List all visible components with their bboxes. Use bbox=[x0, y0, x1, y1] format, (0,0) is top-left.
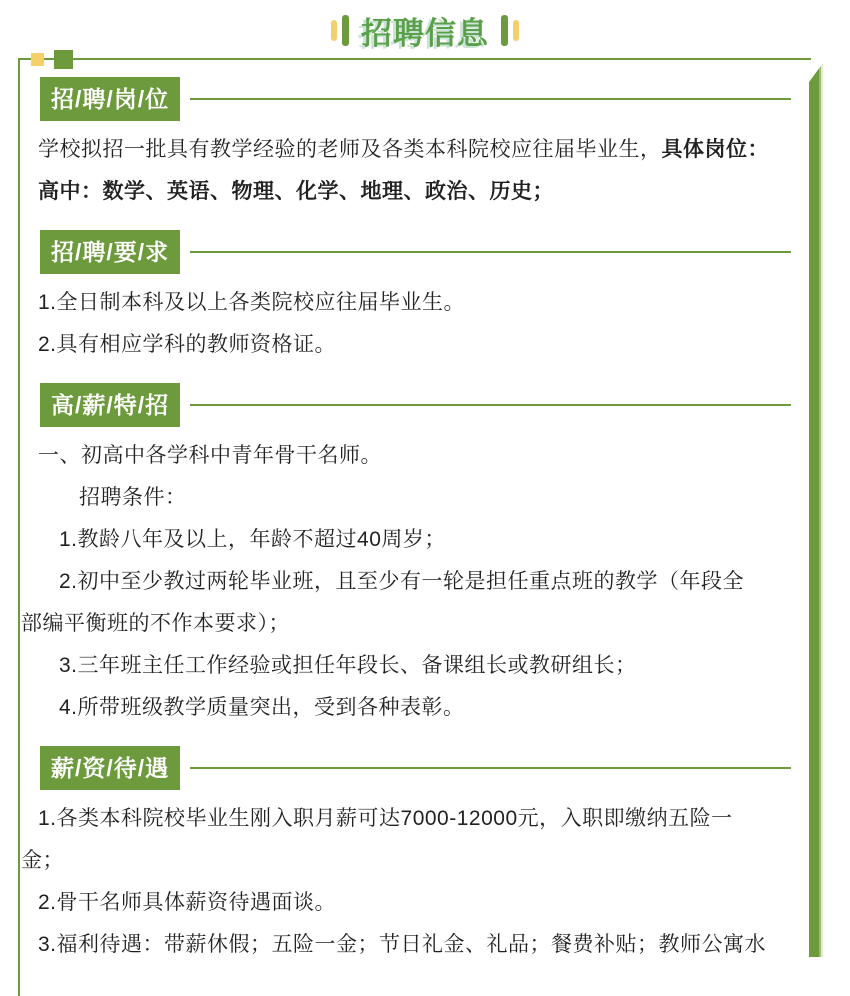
paragraph bbox=[21, 519, 791, 561]
page-title: 招聘信息 bbox=[361, 15, 489, 51]
text: 金； bbox=[21, 849, 64, 872]
section-header bbox=[21, 77, 791, 121]
paragraph bbox=[21, 171, 791, 213]
title-decor-right bbox=[501, 15, 519, 46]
paragraph bbox=[21, 477, 791, 519]
corner-square-yellow-icon bbox=[31, 53, 44, 66]
text: 3.三年班主任工作经验或担任年段长、备课组长或教研组长； bbox=[59, 654, 637, 677]
section-header bbox=[21, 746, 791, 790]
paragraph bbox=[21, 687, 791, 729]
page-header bbox=[0, 0, 850, 49]
text: 4.所带班级教学质量突出，受到各种表彰。 bbox=[59, 696, 465, 719]
text: 3.福利待遇：带薪休假；五险一金；节日礼金、礼品；餐费补贴；教师公寓水 bbox=[38, 933, 767, 956]
section-badge: 招/聘/要/求 bbox=[40, 230, 180, 274]
corner-square-green-icon bbox=[54, 50, 73, 69]
section bbox=[21, 383, 791, 729]
text: 招聘条件： bbox=[79, 486, 187, 509]
sections-container bbox=[21, 77, 791, 966]
paragraph bbox=[21, 645, 791, 687]
text: 1.教龄八年及以上，年龄不超过40周岁； bbox=[59, 528, 446, 551]
bold-text: 具体岗位： bbox=[661, 138, 769, 161]
paragraph bbox=[21, 324, 791, 366]
content-sheet bbox=[18, 58, 811, 996]
paragraph bbox=[21, 561, 791, 645]
bold-text: 高中：数学、英语、物理、化学、地理、政治、历史； bbox=[38, 180, 554, 203]
paragraph bbox=[21, 924, 791, 966]
section-badge: 招/聘/岗/位 bbox=[40, 77, 180, 121]
paragraph bbox=[21, 129, 791, 171]
text: 学校拟招一批具有教学经验的老师及各类本科院校应往届毕业生， bbox=[38, 138, 662, 161]
text: 2.具有相应学科的教师资格证。 bbox=[38, 333, 337, 356]
section-rule bbox=[190, 404, 791, 406]
paragraph bbox=[21, 282, 791, 324]
text: 1.全日制本科及以上各类院校应往届毕业生。 bbox=[38, 291, 466, 314]
text: 2.骨干名师具体薪资待遇面谈。 bbox=[38, 891, 337, 914]
paragraph bbox=[21, 882, 791, 924]
section bbox=[21, 230, 791, 366]
text: 一、初高中各学科中青年骨干名师。 bbox=[38, 444, 382, 467]
right-ribbon bbox=[809, 58, 823, 957]
paragraph bbox=[21, 435, 791, 477]
text: 2.初中至少教过两轮毕业班，且至少有一轮是担任重点班的教学（年段全 bbox=[59, 570, 745, 593]
title-decor-left bbox=[331, 15, 349, 46]
paragraph bbox=[21, 798, 791, 882]
text: 1.各类本科院校毕业生刚入职月薪可达7000-12000元，入职即缴纳五险一 bbox=[38, 807, 733, 830]
section-rule bbox=[190, 251, 791, 253]
section-badge: 薪/资/待/遇 bbox=[40, 746, 180, 790]
decor-bar-green-icon bbox=[501, 15, 508, 46]
section-rule bbox=[190, 767, 791, 769]
section bbox=[21, 77, 791, 213]
section bbox=[21, 746, 791, 966]
decor-bar-yellow-icon bbox=[331, 20, 337, 41]
section-badge: 高/薪/特/招 bbox=[40, 383, 180, 427]
text: 部编平衡班的不作本要求）； bbox=[21, 612, 290, 635]
section-rule bbox=[190, 98, 791, 100]
section-header bbox=[21, 383, 791, 427]
section-header bbox=[21, 230, 791, 274]
decor-bar-yellow-icon bbox=[513, 20, 519, 41]
decor-bar-green-icon bbox=[342, 15, 349, 46]
